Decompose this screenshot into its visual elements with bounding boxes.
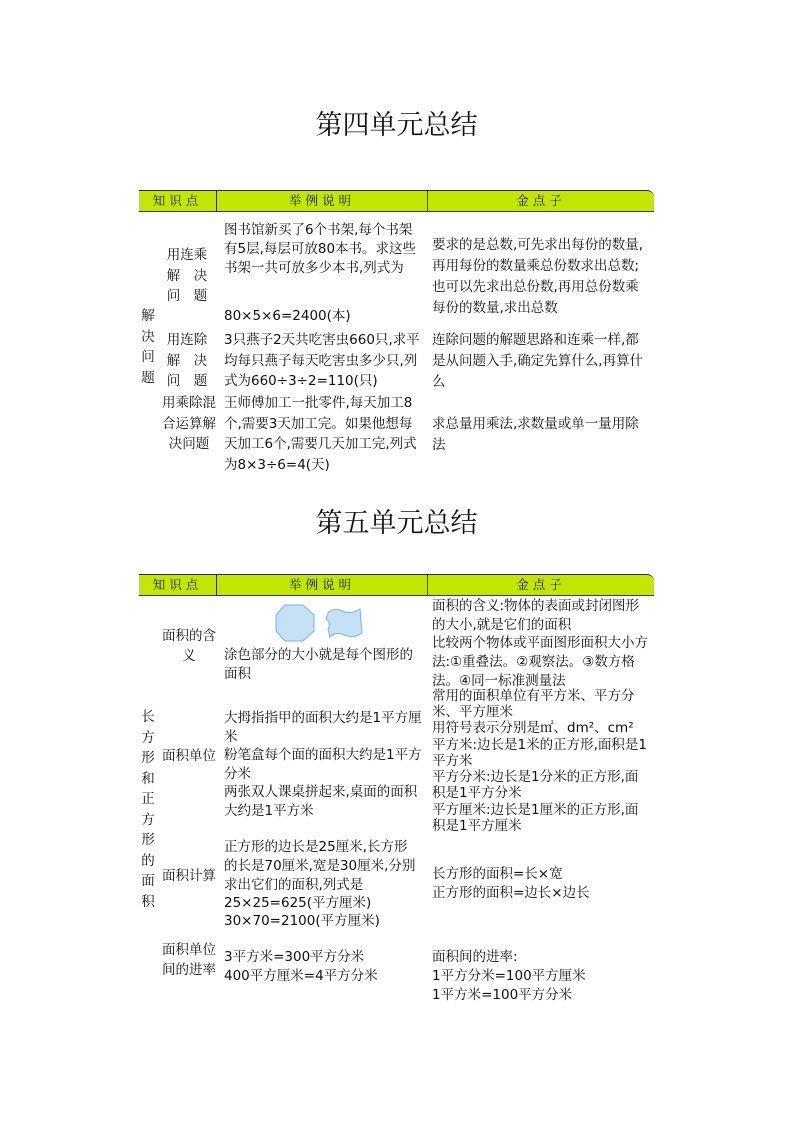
unit5-row3-formula1: 25×25=625(平方厘米) — [224, 895, 372, 911]
unit4-category: 解决问题 — [141, 308, 155, 386]
unit5-row3-tip1: 长方形的面积=长×宽 — [432, 866, 563, 882]
unit5-row1-example: 涂色部分的大小就是每个图形的面积 — [224, 647, 413, 682]
unit4-row2-tip: 连除问题的解题思路和连乘一样,都是从问题入手,确定先算什么,再算什么 — [432, 332, 644, 390]
header-knowledge: 知识点 — [152, 193, 203, 208]
unit5-row1-tip2: 比较两个物体或平面图形面积大小方法:①重叠法。②观察法。③数方格法。④同一标准测量法 — [432, 635, 648, 689]
unit5-row2-tip5: 平方厘米:边长是1厘米的正方形,面积是1平方厘米 — [432, 802, 639, 834]
shaded-shapes-figure — [274, 603, 366, 643]
header-example: 举例说明 — [288, 193, 355, 208]
unit5-row4-tip2: 1平方分米=100平方厘米 — [432, 968, 586, 984]
header-knowledge: 知识点 — [152, 577, 203, 592]
unit5-row2-tip3: 平方米:边长是1米的正方形,面积是1平方米 — [432, 737, 648, 769]
unit4-row3-tip: 求总量用乘法,求数量或单一量用除法 — [432, 416, 639, 453]
unit5-row2-tip4: 平方分米:边长是1分米的正方形,面积是1平方分米 — [432, 769, 639, 801]
unit4-row1-formula: 80×5×6=2400(本) — [224, 308, 351, 324]
unit5-row2-ex3: 两张双人课桌拼起来,桌面的面积大约是1平方米 — [224, 784, 418, 819]
unit4-row3-example: 王师傅加工一批零件,每天加工8个,需要3天加工完。如果他想每天加工6个,需要几天加工完,列式为8×3÷6=4(天) — [224, 395, 417, 473]
unit4-row1-tip: 要求的是总数,可先求出每份的数量,再用每份的数量乘总份数求出总数;也可以先求出总份数,再用总份数乘每份的数量,求出总数 — [432, 237, 644, 316]
unit5-title: 第五单元总结 — [315, 508, 478, 539]
unit5-row2-topic: 面积单位 — [162, 748, 216, 764]
unit5-row4-tip1: 面积间的进率: — [432, 949, 518, 965]
unit4-row2-topic: 用连除解 决问 题 — [166, 332, 208, 389]
unit4-row3-topic: 用乘除混合运算解决问题 — [162, 395, 216, 452]
unit4-table-header — [139, 190, 654, 212]
unit4-title: 第四单元总结 — [315, 110, 478, 141]
unit5-row3-tip2: 正方形的面积=边长×边长 — [432, 885, 590, 901]
unit5-row1-tip1: 面积的含义:物体的表面或封闭图形的大小,就是它们的面积 — [432, 598, 640, 633]
unit5-row2-ex1: 大拇指指甲的面积大约是1平方厘米 — [224, 710, 422, 745]
unit5-row2-tip2: 用符号表示分别是㎡、dm²、cm² — [432, 720, 634, 736]
unit4-row2-example: 3只燕子2天共吃害虫660只,求平均每只燕子每天吃害虫多少只,列式为660÷3÷2=110(只) — [224, 332, 420, 389]
unit5-row4-topic: 面积单位间的进率 — [162, 942, 216, 978]
header-example: 举例说明 — [288, 577, 355, 592]
unit5-row4-ex1: 3平方米=300平方分米 — [224, 949, 365, 965]
unit5-row2-tip1: 常用的面积单位有平方米、平方分米、平方厘米 — [432, 688, 635, 720]
unit5-row3-formula2: 30×70=2100(平方厘米) — [224, 913, 380, 929]
unit5-table-header — [139, 574, 654, 596]
header-tip: 金点子 — [516, 193, 566, 208]
unit5-row1-topic: 面积的含义 — [162, 628, 216, 664]
unit5-row3-example: 正方形的边长是25厘米,长方形的长是70厘米,宽是30厘米,分别求出它们的面积,列式是 — [224, 839, 416, 893]
unit4-row1-example: 图书馆新买了6个书架,每个书架有5层,每层可放80本书。求这些书架一共可放多少本书,列式为 — [224, 222, 417, 276]
unit4-row1-topic: 用连乘解 决问 题 — [166, 247, 208, 304]
unit5-row2-ex2: 粉笔盒每个面的面积大约是1平方分米 — [224, 747, 422, 782]
header-tip: 金点子 — [516, 577, 566, 592]
unit5-category: 长方形和正方形的面积 — [141, 709, 155, 910]
unit5-row4-tip3: 1平方米=100平方分米 — [432, 987, 573, 1003]
unit5-row3-topic: 面积计算 — [162, 868, 216, 884]
unit5-row4-ex2: 400平方厘米=4平方分米 — [224, 968, 378, 984]
